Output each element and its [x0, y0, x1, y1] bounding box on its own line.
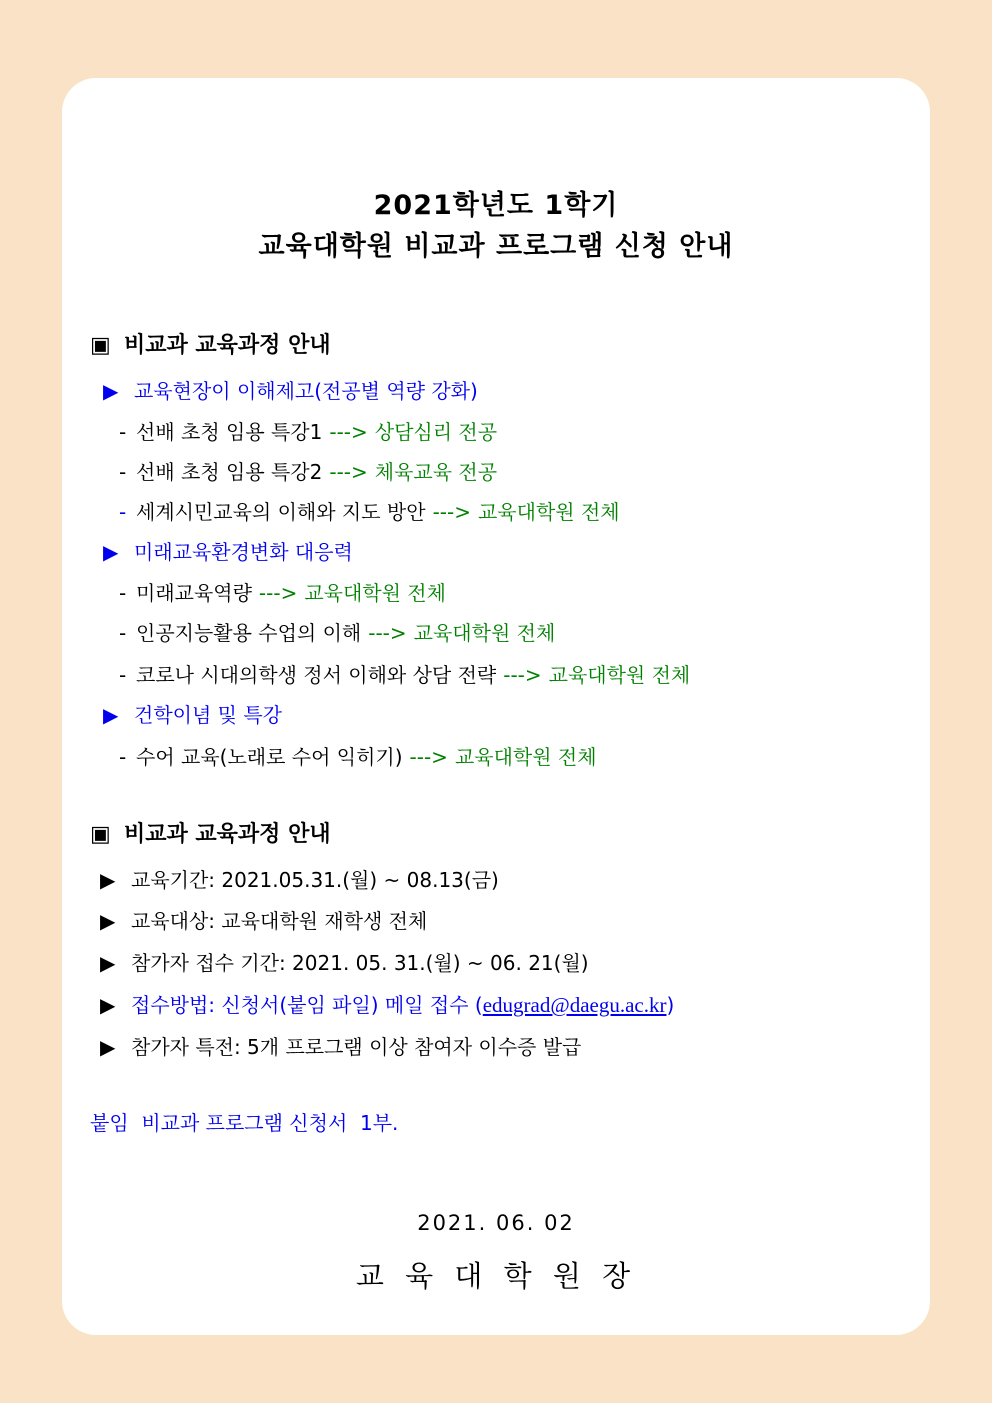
- program-item-text: 미래교육역량: [136, 581, 252, 605]
- info-item-text: 참가자 접수 기간: 2021. 05. 31.(월) ~ 06. 21(월): [131, 951, 589, 975]
- program-item-target-wrap: [368, 621, 555, 645]
- program-item-target-wrap: [259, 581, 446, 605]
- program-item-target: 교육대학원 전체: [304, 581, 446, 605]
- program-item-target: 교육대학원 전체: [413, 621, 556, 645]
- group2-heading: [103, 540, 353, 564]
- program-item: [119, 460, 497, 484]
- program-item: [119, 745, 597, 769]
- program-item-target: 교육대학원 전체: [548, 663, 691, 687]
- program-item-target: 교육대학원 전체: [477, 500, 620, 524]
- program-item-text: 수어 교육(노래로 수어 익히기): [136, 745, 403, 769]
- program-item-target-wrap: [410, 745, 597, 769]
- dash-icon: -: [119, 621, 127, 645]
- info-item-text: 교육대상: 교육대학원 재학생 전체: [131, 909, 428, 933]
- arrow-icon: --->: [258, 581, 298, 605]
- program-item-target: 체육교육 전공: [374, 460, 498, 484]
- arrow-icon: --->: [409, 745, 448, 769]
- dash-icon: -: [119, 581, 127, 605]
- info-item-text: 참가자 특전: 5개 프로그램 이상 참여자 이수증 발급: [131, 1035, 582, 1059]
- issue-date: 2021. 06. 02: [417, 1211, 575, 1235]
- info-item: [100, 951, 589, 975]
- square-bullet-icon: ▣: [90, 333, 111, 358]
- program-item-text: 인공지능활용 수업의 이해: [136, 621, 362, 645]
- dash-icon: -: [119, 745, 127, 769]
- dash-icon: -: [119, 460, 127, 484]
- square-bullet-icon: ▣: [90, 822, 111, 847]
- program-item: [119, 581, 446, 605]
- arrow-icon: --->: [503, 663, 542, 687]
- group3-label: 건학이념 및 특강: [134, 703, 282, 727]
- section1-header: [90, 334, 331, 358]
- arrow-icon: --->: [368, 621, 407, 645]
- arrow-icon: --->: [432, 500, 471, 524]
- group1-label: 교육현장이 이해제고(전공별 역량 강화): [134, 379, 478, 403]
- arrow-icon: --->: [329, 460, 368, 484]
- section1-title: 비교과 교육과정 안내: [124, 333, 331, 358]
- triangle-bullet-icon: ▶: [100, 993, 116, 1017]
- program-item: [119, 663, 690, 687]
- triangle-bullet-icon: ▶: [103, 703, 119, 727]
- triangle-bullet-icon: ▶: [100, 951, 116, 975]
- triangle-bullet-icon: ▶: [103, 379, 119, 403]
- apply-method-text: 접수방법: 신청서(붙임 파일) 메일 접수 (: [131, 993, 483, 1017]
- program-item-text: 선배 초청 임용 특강1: [136, 420, 323, 444]
- doc-title-line2: 교육대학원 비교과 프로그램 신청 안내: [258, 231, 734, 262]
- program-item-target-wrap: [433, 500, 620, 524]
- apply-method-suffix: ): [666, 993, 675, 1017]
- info-item: [100, 1035, 581, 1059]
- program-item: [119, 621, 555, 645]
- dash-icon: -: [119, 663, 127, 687]
- program-item-text: 선배 초청 임용 특강2: [136, 460, 323, 484]
- section2-header: [90, 823, 331, 847]
- doc-title-line1: 2021학년도 1학기: [373, 190, 619, 221]
- program-item-target-wrap: [329, 460, 497, 484]
- info-item: [100, 909, 427, 933]
- group2-label: 미래교육환경변화 대응력: [134, 540, 353, 564]
- arrow-icon: --->: [329, 420, 368, 444]
- email-link[interactable]: edugrad@daegu.ac.kr: [482, 993, 667, 1017]
- triangle-bullet-icon: ▶: [103, 540, 119, 564]
- group1-heading: [103, 379, 478, 403]
- section2-title: 비교과 교육과정 안내: [124, 822, 331, 847]
- info-item-apply-method: [100, 993, 674, 1017]
- program-item-target-wrap: [329, 420, 497, 444]
- dash-icon: -: [119, 500, 127, 524]
- notice-card: [62, 78, 930, 1335]
- program-item-target: 교육대학원 전체: [454, 745, 597, 769]
- signature-dean: 교 육 대 학 원 장: [355, 1259, 637, 1293]
- program-item-target-wrap: [503, 663, 690, 687]
- program-item-text: 코로나 시대의학생 정서 이해와 상담 전략: [136, 663, 497, 687]
- triangle-bullet-icon: ▶: [100, 868, 116, 892]
- triangle-bullet-icon: ▶: [100, 909, 116, 933]
- dash-icon: -: [119, 420, 127, 444]
- program-item: [119, 420, 497, 444]
- info-item-text: 교육기간: 2021.05.31.(월) ~ 08.13(금): [131, 868, 499, 892]
- group3-heading: [103, 703, 282, 727]
- program-item-target: 상담심리 전공: [374, 420, 498, 444]
- triangle-bullet-icon: ▶: [100, 1035, 116, 1059]
- program-item-text: 세계시민교육의 이해와 지도 방안: [136, 500, 426, 524]
- info-item: [100, 868, 499, 892]
- program-item: [119, 500, 620, 524]
- attachment-note: 붙임 비교과 프로그램 신청서 1부.: [90, 1111, 399, 1135]
